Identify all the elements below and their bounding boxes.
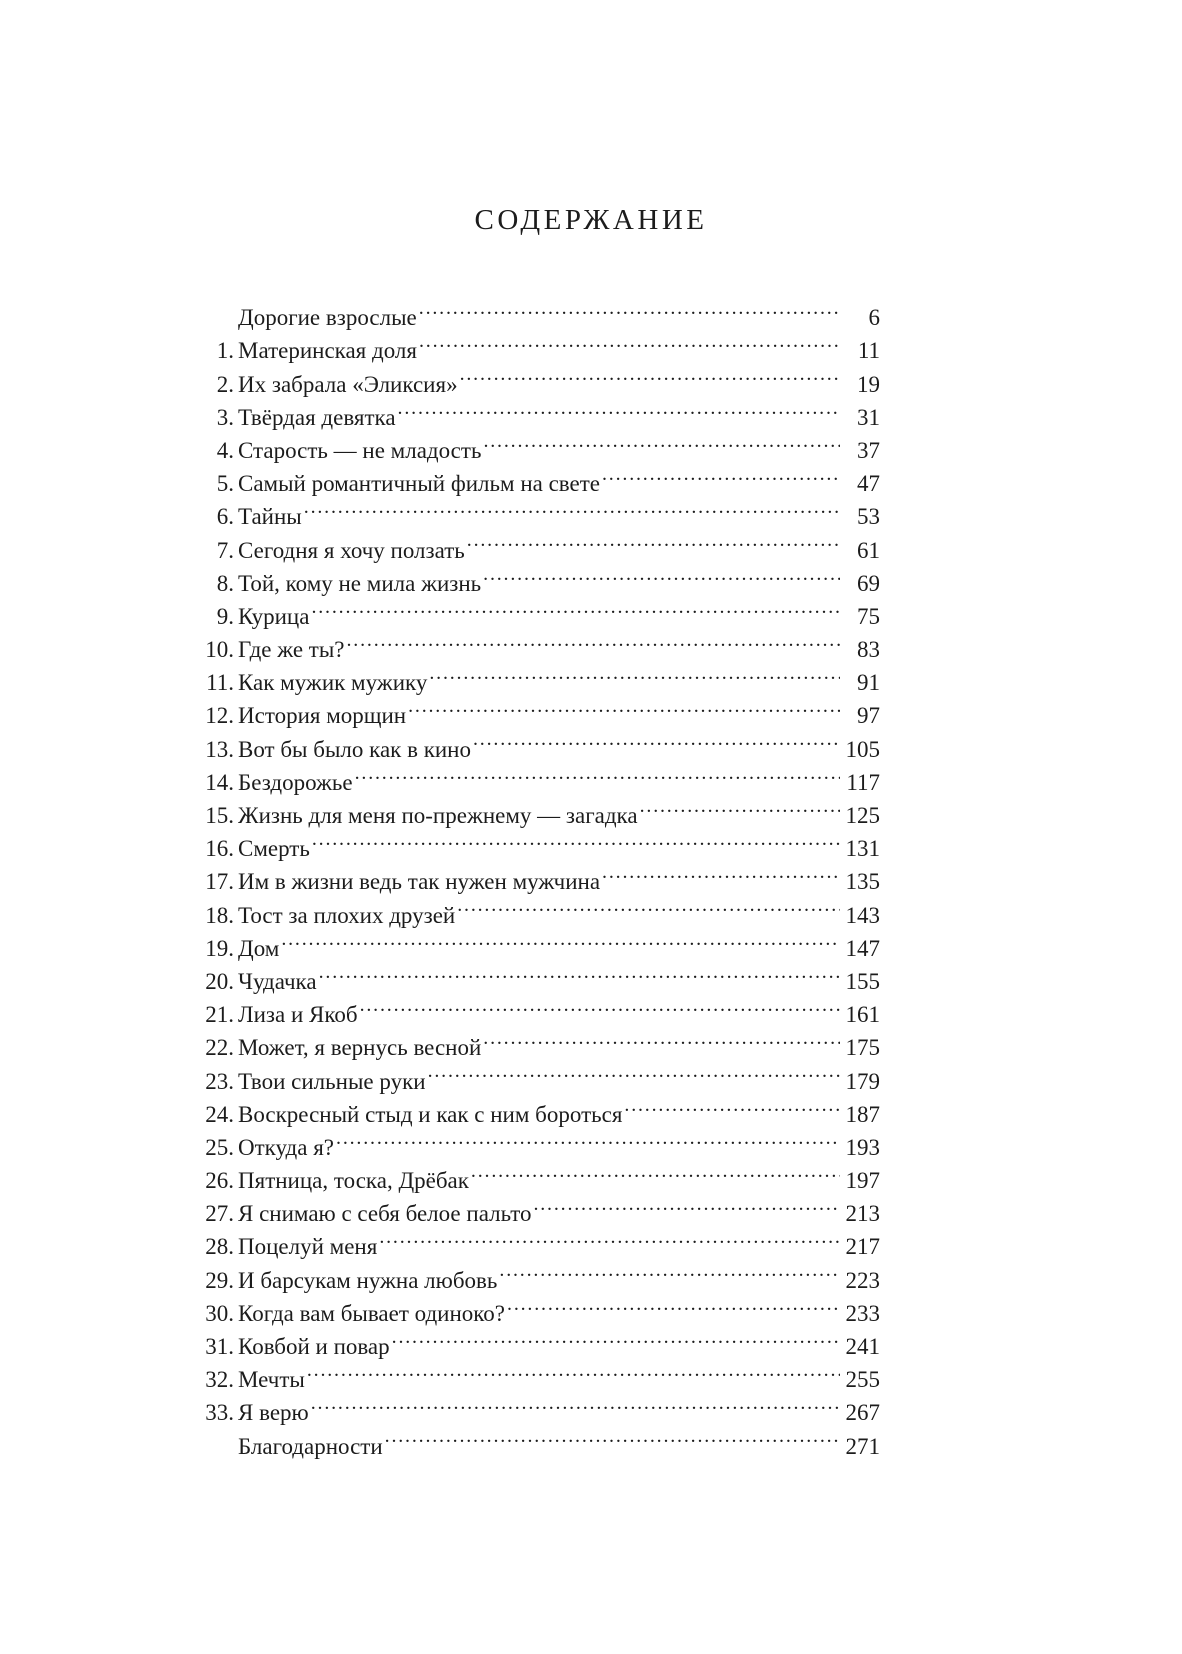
toc-entry-number: 18. bbox=[205, 902, 234, 928]
toc-entry-number: 31. bbox=[205, 1334, 234, 1359]
toc-entry-title: Поцелуй меня bbox=[238, 1234, 378, 1260]
toc-dot-leader bbox=[428, 1055, 840, 1088]
toc-dot-leader bbox=[319, 956, 840, 989]
toc-dot-leader bbox=[307, 1354, 840, 1387]
toc-entry-title: История морщин bbox=[238, 703, 407, 729]
toc-entry-page-number: 69 bbox=[857, 570, 880, 596]
toc-entry-page-number: 19 bbox=[857, 371, 880, 397]
page-title: СОДЕРЖАНИЕ bbox=[474, 204, 708, 236]
toc-dot-leader bbox=[408, 690, 840, 723]
toc-entry-page-number: 271 bbox=[845, 1433, 880, 1459]
toc-entry-number: 32. bbox=[205, 1367, 234, 1393]
toc-entry-page-number: 91 bbox=[857, 670, 880, 696]
toc-dot-leader bbox=[483, 558, 840, 591]
toc-dot-leader bbox=[457, 889, 839, 922]
toc-entry-title: Вот бы было как в кино bbox=[238, 736, 471, 762]
toc-dot-leader bbox=[398, 392, 840, 425]
toc-entry-page-number: 105 bbox=[845, 736, 880, 762]
toc-entry bbox=[190, 292, 880, 331]
toc-entry-number: 1. bbox=[216, 338, 234, 364]
toc-entry-title: Той, кому не мила жизнь bbox=[238, 570, 482, 596]
toc-entry-page-number: 37 bbox=[857, 437, 880, 463]
toc-entry-title: Где же ты? bbox=[238, 637, 345, 663]
toc-entry-number: 22. bbox=[205, 1035, 234, 1061]
toc-entry-page-number: 6 bbox=[868, 305, 880, 331]
toc-entry-page-number: 147 bbox=[845, 935, 880, 961]
toc-entry-page-number: 155 bbox=[845, 968, 880, 994]
toc-entry-number: 11. bbox=[206, 670, 234, 696]
toc-entry-number: 23. bbox=[205, 1068, 234, 1094]
toc-entry-page-number: 97 bbox=[857, 703, 880, 729]
toc-dot-leader bbox=[355, 757, 840, 790]
toc-dot-leader bbox=[483, 425, 840, 458]
toc-entry-number: 10. bbox=[205, 637, 234, 663]
toc-entry-number: 26. bbox=[205, 1168, 234, 1194]
toc-entry-number: 21. bbox=[205, 1002, 234, 1028]
toc-entry-title: Ковбой и повар bbox=[238, 1334, 390, 1359]
toc-dot-leader bbox=[507, 1288, 839, 1321]
toc-dot-leader bbox=[336, 1122, 839, 1155]
toc-entry-title: Дорогие взрослые bbox=[238, 305, 417, 331]
toc-dot-leader bbox=[473, 723, 840, 756]
toc-dot-leader bbox=[311, 591, 840, 624]
toc-entry-page-number: 11 bbox=[857, 338, 880, 364]
toc-entry-number: 28. bbox=[205, 1234, 234, 1260]
toc-entry-number: 20. bbox=[205, 968, 234, 994]
toc-entry-page-number: 193 bbox=[845, 1134, 880, 1160]
toc-entry-title: Благодарности bbox=[238, 1433, 383, 1459]
toc-dot-leader bbox=[483, 1022, 839, 1055]
toc-entry-title: Я снимаю с себя белое пальто bbox=[238, 1201, 532, 1227]
toc-entry-title: Воскресный стыд и как с ним бороться bbox=[238, 1101, 623, 1127]
toc-dot-leader bbox=[281, 923, 839, 956]
toc-entry-page-number: 131 bbox=[845, 836, 880, 862]
toc-dot-leader bbox=[471, 1155, 840, 1188]
toc-entry-number: 13. bbox=[205, 736, 234, 762]
toc-entry-number: 9. bbox=[216, 603, 234, 629]
toc-entry-title: Я верю bbox=[238, 1400, 309, 1426]
toc-entry-page-number: 61 bbox=[857, 537, 880, 563]
toc-entry-title: Дом bbox=[238, 935, 280, 961]
toc-dot-leader bbox=[533, 1188, 839, 1221]
toc-entry-page-number: 197 bbox=[845, 1168, 880, 1194]
toc-entry-title: Тайны bbox=[238, 504, 302, 530]
toc-entry bbox=[190, 956, 880, 994]
toc-entry-title: Лиза и Якоб bbox=[238, 1002, 358, 1028]
toc-entry-title: Тост за плохих друзей bbox=[238, 902, 456, 928]
toc-entry-page-number: 255 bbox=[845, 1367, 880, 1393]
toc-dot-leader bbox=[624, 1089, 839, 1122]
toc-entry-title: Как мужик мужику bbox=[238, 670, 428, 696]
toc-entry-page-number: 233 bbox=[845, 1300, 880, 1326]
toc-dot-leader bbox=[312, 823, 840, 856]
toc-entry-page-number: 223 bbox=[845, 1267, 880, 1293]
toc-entry-number: 15. bbox=[205, 803, 234, 828]
toc-entry-number: 8. bbox=[216, 570, 234, 596]
toc-entry-title: Когда вам бывает одиноко? bbox=[238, 1300, 506, 1326]
toc-entry-number: 33. bbox=[205, 1400, 234, 1426]
toc-entry-page-number: 213 bbox=[845, 1201, 880, 1227]
toc-entry-title: Откуда я? bbox=[238, 1134, 335, 1160]
toc-entry-page-number: 53 bbox=[857, 504, 880, 530]
toc-entry-title: Может, я вернусь весной bbox=[238, 1035, 482, 1061]
toc-entry-page-number: 161 bbox=[845, 1002, 880, 1028]
toc-entry-title: Курица bbox=[238, 603, 310, 629]
toc-entry-number: 5. bbox=[216, 471, 234, 497]
toc-dot-leader bbox=[419, 292, 840, 325]
toc-entry-title: Старость — не младость bbox=[238, 437, 482, 463]
toc-entry-number: 2. bbox=[216, 371, 234, 397]
toc-entry-number: 4. bbox=[216, 437, 234, 463]
toc-entry-title: Самый романтичный фильм на свете bbox=[238, 471, 600, 497]
toc-entry-number: 29. bbox=[205, 1267, 234, 1293]
toc-dot-leader bbox=[602, 856, 839, 889]
toc-entry-page-number: 117 bbox=[846, 769, 880, 795]
toc-entry-page-number: 179 bbox=[845, 1068, 880, 1094]
toc-dot-leader bbox=[379, 1221, 839, 1254]
toc-entry-page-number: 143 bbox=[845, 902, 880, 928]
toc-entry-page-number: 47 bbox=[857, 471, 880, 497]
toc-entry bbox=[190, 923, 880, 961]
toc-entry-title: Чудачка bbox=[238, 968, 317, 994]
toc-entry-number: 19. bbox=[205, 935, 234, 961]
toc-entry-page-number: 31 bbox=[857, 404, 880, 430]
toc-dot-leader bbox=[385, 1420, 840, 1453]
toc-entry-page-number: 75 bbox=[857, 603, 880, 629]
toc-entry-title: Материнская доля bbox=[238, 338, 417, 364]
toc-dot-leader bbox=[467, 524, 840, 557]
toc-entry-title: Жизнь для меня по-прежнему — загадка bbox=[238, 803, 638, 828]
toc-dot-leader bbox=[304, 491, 840, 524]
toc-entry-number: 14. bbox=[205, 769, 234, 795]
toc-entry-number: 12. bbox=[205, 703, 234, 729]
toc-entry-title: Смерть bbox=[238, 836, 310, 862]
toc-entry-title: Твои сильные руки bbox=[238, 1068, 426, 1094]
toc-entry-title: Им в жизни ведь так нужен мужчина bbox=[238, 869, 601, 895]
toc-entry-title: Мечты bbox=[238, 1367, 305, 1393]
toc-dot-leader bbox=[640, 790, 840, 823]
toc-entry-number: 25. bbox=[205, 1134, 234, 1160]
toc-entry-page-number: 83 bbox=[857, 637, 880, 663]
toc-dot-leader bbox=[347, 624, 841, 657]
toc-entry-number: 3. bbox=[216, 404, 234, 430]
toc-dot-leader bbox=[360, 989, 840, 1022]
toc-entry-title: Твёрдая девятка bbox=[238, 404, 396, 430]
toc-entry-page-number: 267 bbox=[845, 1400, 880, 1426]
toc-dot-leader bbox=[460, 358, 840, 391]
toc-entry-page-number: 217 bbox=[845, 1234, 880, 1260]
toc-entry-page-number: 125 bbox=[845, 803, 880, 828]
toc-dot-leader bbox=[499, 1254, 839, 1287]
toc-dot-leader bbox=[429, 657, 840, 690]
toc-dot-leader bbox=[311, 1387, 840, 1420]
toc-dot-leader bbox=[392, 1321, 840, 1354]
toc-entry-page-number: 241 bbox=[845, 1334, 880, 1359]
toc-entry-number: 24. bbox=[205, 1101, 234, 1127]
toc-entry-title: И барсукам нужна любовь bbox=[238, 1267, 498, 1293]
toc-entry-number: 6. bbox=[216, 504, 234, 530]
table-of-contents bbox=[190, 292, 880, 1459]
toc-dot-leader bbox=[602, 458, 840, 491]
toc-entry-title: Сегодня я хочу ползать bbox=[238, 537, 465, 563]
toc-entry-title: Пятница, тоска, Дрёбак bbox=[238, 1168, 469, 1194]
toc-dot-leader bbox=[419, 325, 840, 358]
toc-entry-number: 30. bbox=[205, 1300, 234, 1326]
toc-entry-number: 17. bbox=[205, 869, 234, 895]
toc-entry-page-number: 175 bbox=[845, 1035, 880, 1061]
toc-entry-number: 16. bbox=[205, 836, 234, 862]
toc-entry-page-number: 135 bbox=[845, 869, 880, 895]
toc-entry-number: 7. bbox=[216, 537, 234, 563]
toc-entry-title: Их забрала «Эликсия» bbox=[238, 371, 458, 397]
toc-entry-title: Бездорожье bbox=[238, 769, 353, 795]
toc-entry-page-number: 187 bbox=[845, 1101, 880, 1127]
toc-entry-number: 27. bbox=[205, 1201, 234, 1227]
